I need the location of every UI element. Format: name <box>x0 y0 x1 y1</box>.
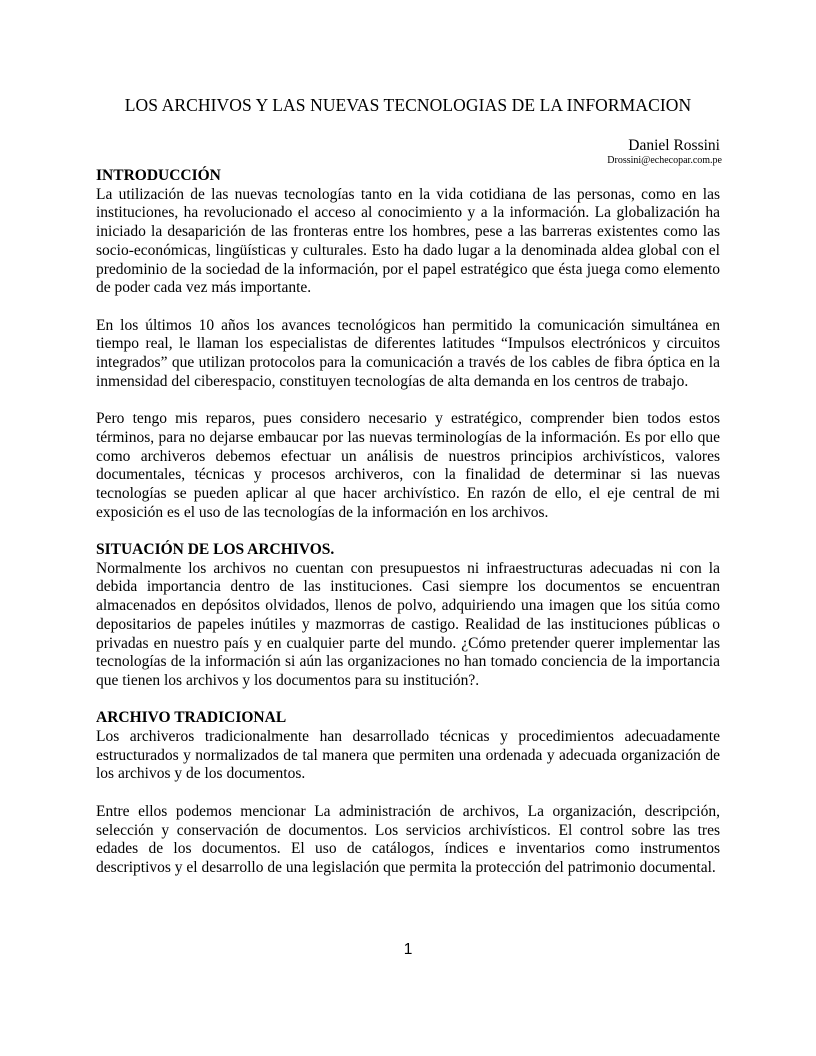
paragraph: Pero tengo mis reparos, pues considero necesario y estratégico, comprender bien todos estos términos, para no dejarse embaucar por las nuevas terminologías de la información. Es por ello que como archiveros debemos efectuar un análisis de nuestros principios archivísticos, valores documentales, técnicas y procesos archiveros, con la finalidad de determinar si las nuevas tecnologías se pueden aplicar al que hacer archivístico. En razón de ello, el eje central de mi exposición es el uso de las tecnologías de la información en los archivos. <box>96 410 720 521</box>
paragraph-spacer <box>96 522 720 541</box>
paragraph: Los archiveros tradicionalmente han desarrollado técnicas y procedimientos adecuadamente estructurados y normalizados de tal manera que permiten una ordenada y adecuada organización de los archivos y de los documentos. <box>96 728 720 783</box>
paragraph: En los últimos 10 años los avances tecnológicos han permitido la comunicación simultánea en tiempo real, le llaman los especialistas de diferentes latitudes “Impulsos electrónicos y circuitos integrados” que utilizan protocolos para la comunicación a través de los cables de fibra óptica en la inmensidad del ciberespacio, constituyen tecnologías de alta demanda en los centros de trabajo. <box>96 316 720 390</box>
section-heading-situacion: SITUACIÓN DE LOS ARCHIVOS. <box>96 541 335 559</box>
paragraph: Normalmente los archivos no cuentan con presupuestos ni infraestructuras adecuadas ni con la debida importancia dentro de las instituciones. Casi siempre los documentos se encuentran almacenados en depósitos olvidados, llenos de polvo, adquiriendo una imagen que los sitúa como depositarios de papeles inútiles y mazmorras de castigo. Realidad de las instituciones públicas o privadas en nuestro país y en cualquier parte del mundo. ¿Cómo pretender querer implementar las tecnologías de la información si aún las organizaciones no han tomado conciencia de la importancia que tienen los archivos y los documentos para su institución?. <box>96 559 720 689</box>
page-number: 1 <box>403 941 413 958</box>
paragraph-spacer <box>96 391 720 410</box>
paragraph: Entre ellos podemos mencionar La administración de archivos, La organización, descripción, selección y conservación de documentos. Los servicios archivísticos. El control sobre las tres edades de los documentos. El uso de catálogos, índices e inventarios como instrumentos descriptivos y el desarrollo de una legislación que permita la protección del patrimonio documental. <box>96 802 720 876</box>
author-email: Drossini@echecopar.com.pe <box>607 155 722 166</box>
document-body <box>96 167 720 878</box>
paragraph-spacer <box>96 691 720 710</box>
document-title: LOS ARCHIVOS Y LAS NUEVAS TECNOLOGIAS DE LA INFORMACION <box>124 95 692 115</box>
paragraph-spacer <box>96 298 720 317</box>
paragraph-spacer <box>96 784 720 803</box>
section-heading-tradicional: ARCHIVO TRADICIONAL <box>96 709 287 727</box>
paragraph: La utilización de las nuevas tecnologías tanto en la vida cotidiana de las personas, como en las instituciones, ha revolucionado el acceso al conocimiento y a la información. La globalización ha iniciado la desaparición de las fronteras entre los hombres, pese a las barreras existentes como las socio-económicas, lingüísticas y culturales. Esto ha dado lugar a la denominada aldea global con el predominio de la sociedad de la información, por el papel estratégico que ésta juega como elemento de poder cada vez más importante. <box>96 185 720 297</box>
section-heading-introduccion: INTRODUCCIÓN <box>96 167 221 184</box>
author-name: Daniel Rossini <box>628 137 720 154</box>
